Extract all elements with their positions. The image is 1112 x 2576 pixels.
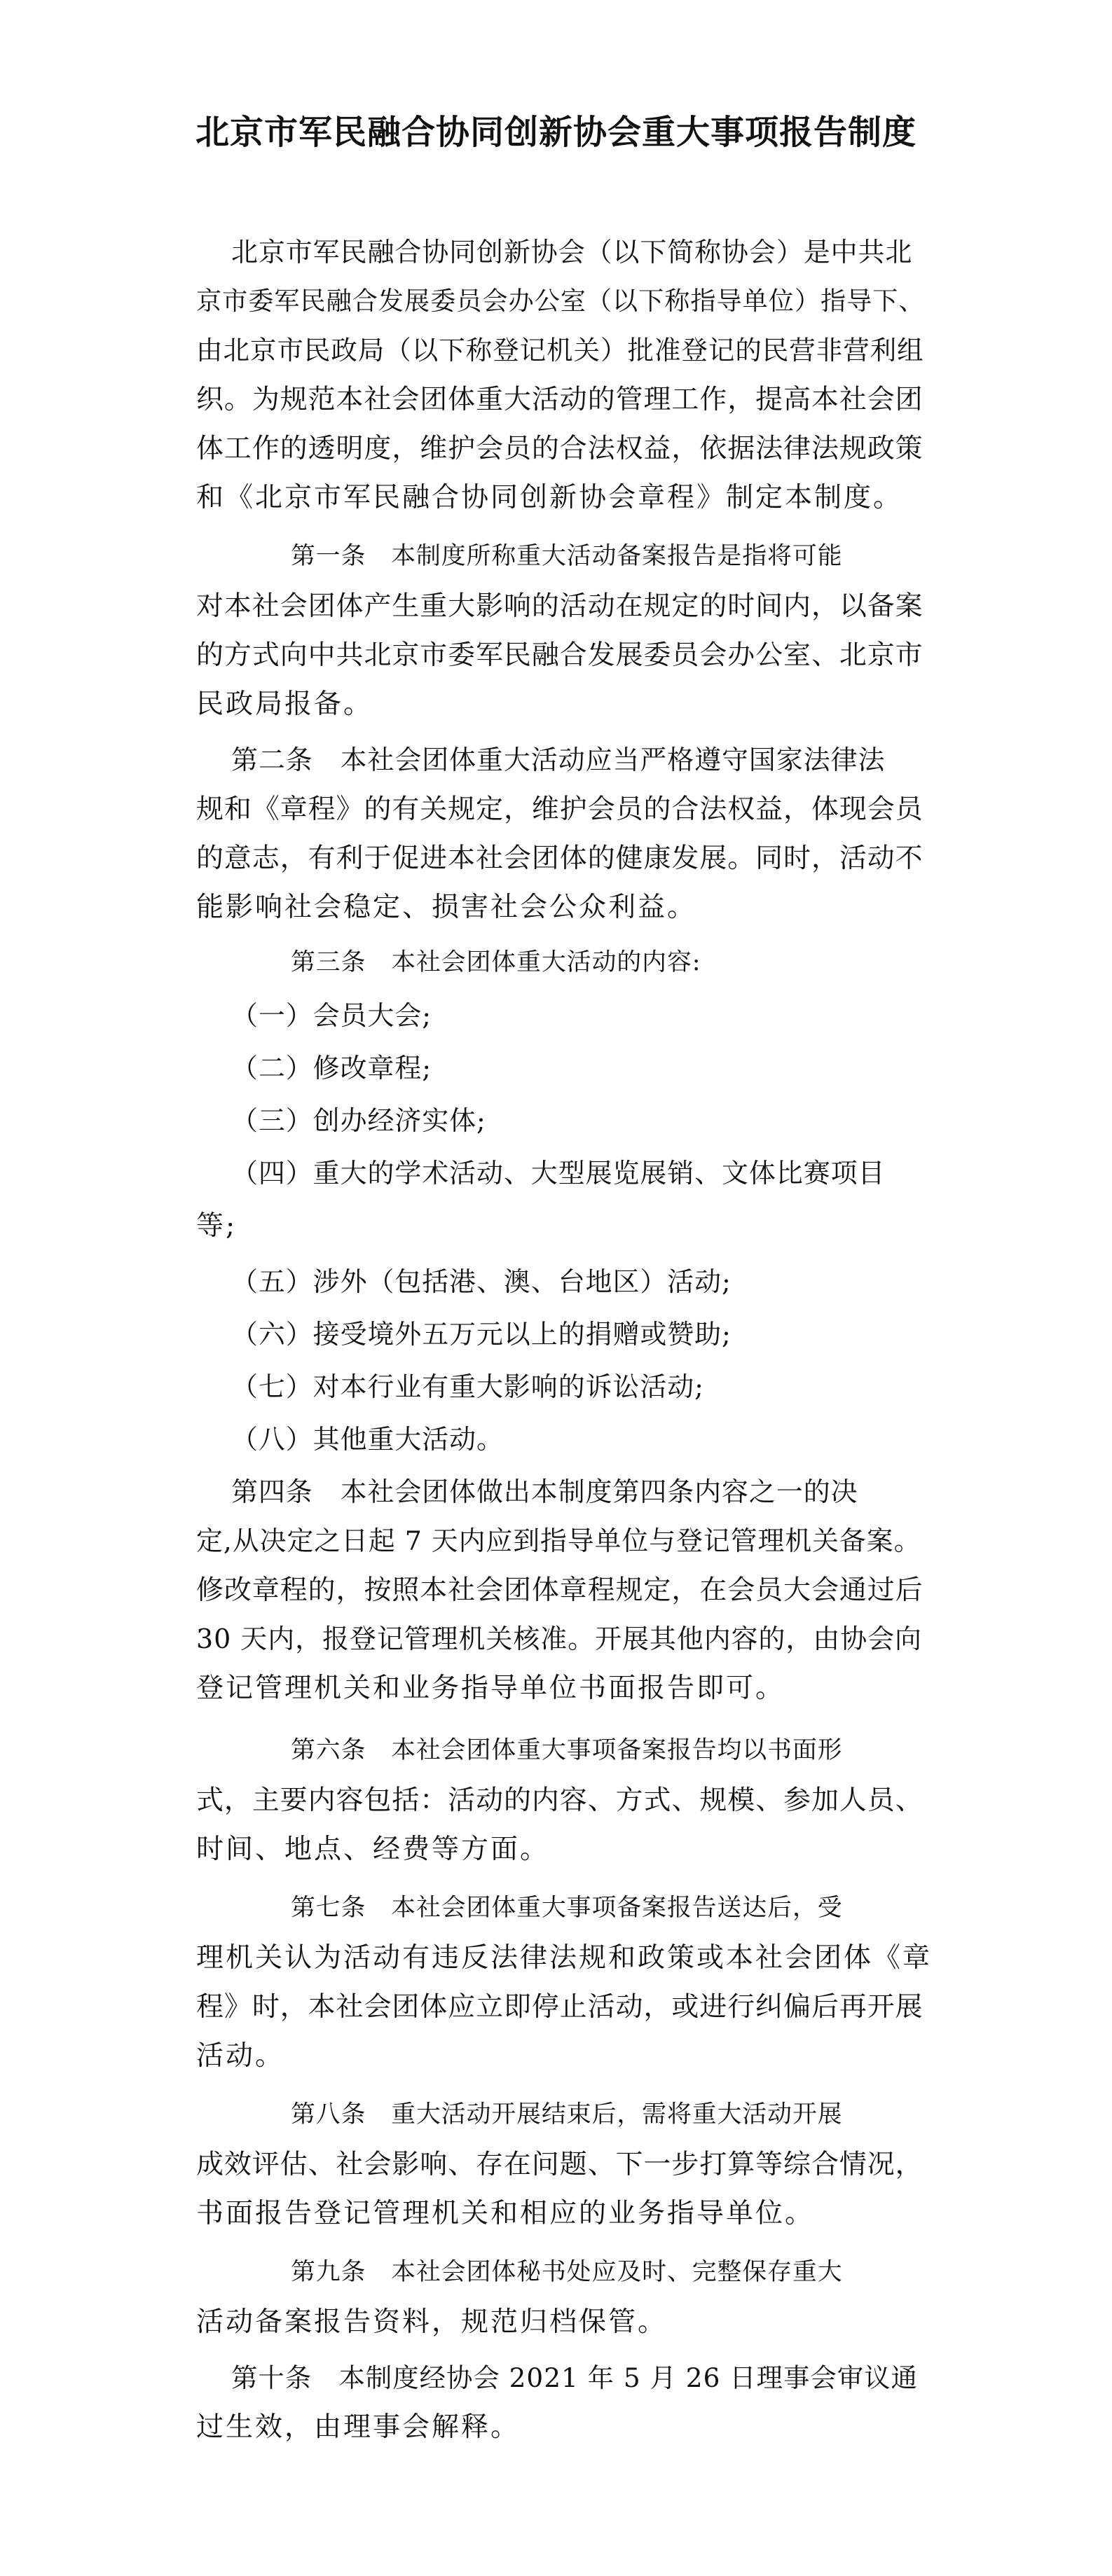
article-4-line: 定,从决定之日起 7 天内应到指导单位与登记管理机关备案。 xyxy=(196,1525,921,1556)
intro-line: 北京市军民融合协同创新协会（以下简称协会）是中共北 xyxy=(231,237,913,268)
intro-line: 体工作的透明度，维护会员的合法权益，依据法律法规政策 xyxy=(196,433,924,464)
article-8-line: 第八条 重大活动开展结束后，需将重大活动开展 xyxy=(291,2100,843,2128)
article-4-line: 第四条 本社会团体做出本制度第四条内容之一的决 xyxy=(231,1476,858,1507)
article-2-line: 第二条 本社会团体重大活动应当严格遵守国家法律法 xyxy=(231,745,886,775)
article-7-line: 程》时，本社会团体应立即停止活动，或进行纠偏后再开展 xyxy=(196,1991,924,2023)
article-6-line: 式，主要内容包括：活动的内容、方式、规模、参加人员、 xyxy=(196,1785,924,1816)
article-7-line: 理机关认为活动有违反法律法规和政策或本社会团体《章 xyxy=(196,1942,933,1974)
article-8-line: 书面报告登记管理机关和相应的业务指导单位。 xyxy=(196,2198,815,2229)
intro-line: 和《北京市军民融合协同创新协会章程》制定本制度。 xyxy=(196,482,903,513)
article-8-line: 成效评估、社会影响、存在问题、下一步打算等综合情况， xyxy=(196,2149,924,2180)
article-3-item: （五）涉外（包括港、澳、台地区）活动; xyxy=(231,1266,732,1297)
article-2-line: 的意志，有利于促进本社会团体的健康发展。同时，活动不 xyxy=(196,843,924,874)
article-4-line: 修改章程的，按照本社会团体章程规定，在会员大会通过后 xyxy=(196,1574,924,1606)
article-3-heading: 第三条 本社会团体重大活动的内容: xyxy=(291,948,701,976)
article-3-item: （二）修改章程; xyxy=(231,1053,432,1083)
article-2-line: 规和《章程》的有关规定，维护会员的合法权益，体现会员 xyxy=(196,794,924,825)
article-7-line: 活动。 xyxy=(196,2040,285,2072)
intro-line: 织。为规范本社会团体重大活动的管理工作，提高本社会团 xyxy=(196,384,924,415)
article-10-line: 过生效，由理事会解释。 xyxy=(196,2411,521,2443)
article-3-item: 等; xyxy=(196,1210,238,1242)
article-9-line: 第九条 本社会团体秘书处应及时、完整保存重大 xyxy=(291,2258,843,2286)
article-3-item: （四）重大的学术活动、大型展览展销、文体比赛项目 xyxy=(231,1158,886,1189)
article-3-item: （六）接受境外五万元以上的捐赠或赞助; xyxy=(231,1319,732,1350)
article-2-line: 能影响社会稳定、损害社会公众利益。 xyxy=(196,892,697,923)
article-6-line: 第六条 本社会团体重大事项备案报告均以书面形 xyxy=(291,1736,843,1764)
intro-line: 由北京市民政局（以下称登记机关）批准登记的民营非营利组 xyxy=(196,335,924,366)
article-1-line: 民政局报备。 xyxy=(196,688,373,720)
article-3-item: （一）会员大会; xyxy=(231,1000,432,1031)
document-title: 北京市军民融合协同创新协会重大事项报告制度 xyxy=(195,113,917,152)
article-1-line: 第一条 本制度所称重大活动备案报告是指将可能 xyxy=(291,542,843,570)
article-4-line: 登记管理机关和业务指导单位书面报告即可。 xyxy=(196,1673,785,1704)
article-7-line: 第七条 本社会团体重大事项备案报告送达后，受 xyxy=(291,1894,843,1922)
article-1-line: 对本社会团体产生重大影响的活动在规定的时间内，以备案 xyxy=(196,590,924,622)
article-10-line: 第十条 本制度经协会 2021 年 5 月 26 日理事会审议通 xyxy=(231,2362,918,2393)
article-3-item: （八）其他重大活动。 xyxy=(231,1424,504,1455)
article-4-line: 30 天内，报登记管理机关核准。开展其他内容的，由协会向 xyxy=(196,1623,922,1654)
article-9-line: 活动备案报告资料，规范归档保管。 xyxy=(196,2306,668,2338)
article-6-line: 时间、地点、经费等方面。 xyxy=(196,1834,550,1865)
intro-line: 京市委军民融合发展委员会办公室（以下称指导单位）指导下、 xyxy=(196,286,925,316)
article-3-item: （七）对本行业有重大影响的诉讼活动; xyxy=(231,1371,704,1402)
article-3-item: （三）创办经济实体; xyxy=(231,1105,486,1136)
article-1-line: 的方式向中共北京市委军民融合发展委员会办公室、北京市 xyxy=(196,639,924,671)
